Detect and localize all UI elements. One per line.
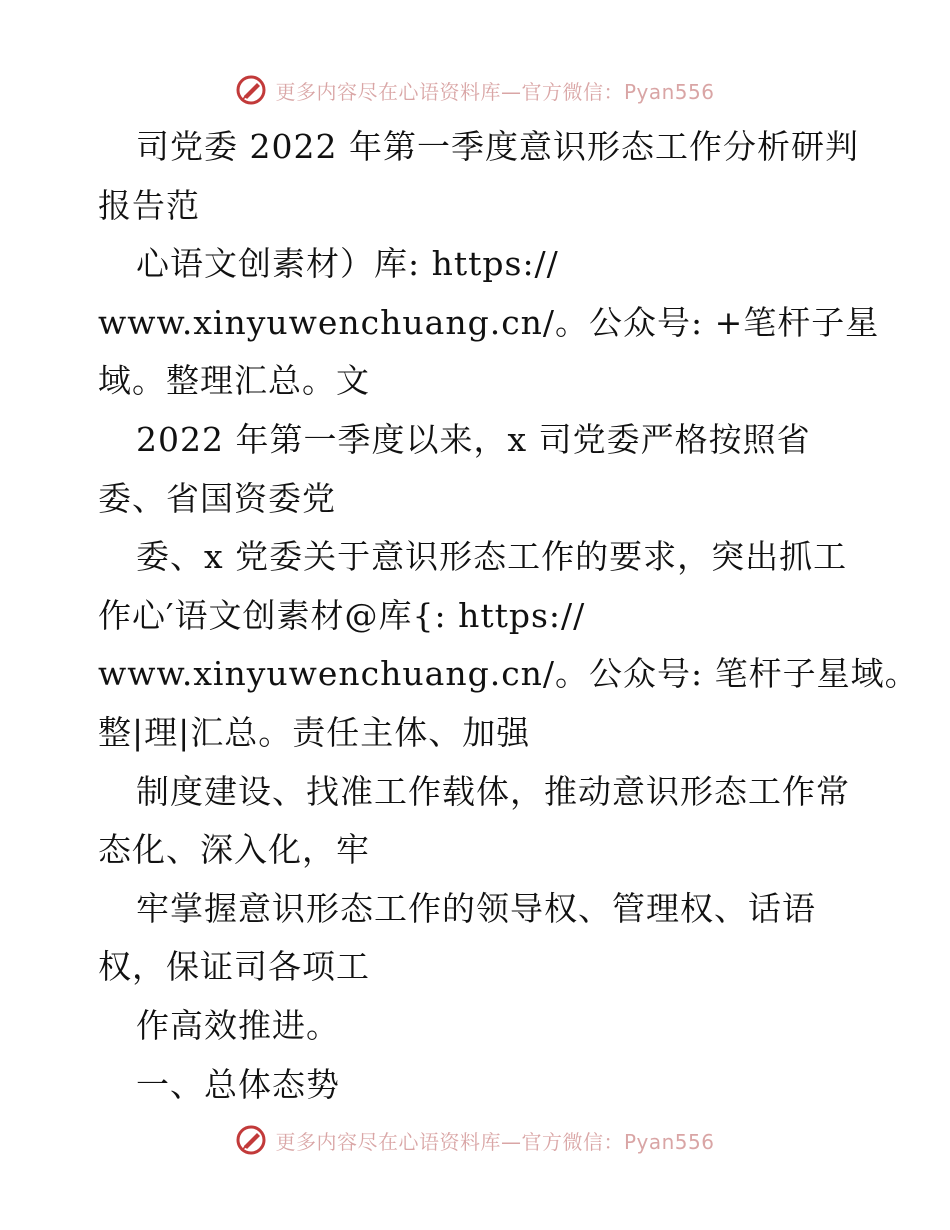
- text-line: 2022 年第一季度以来，x 司党委严格按照省: [136, 419, 811, 459]
- text-line: www.xinyuwenchuang.cn/。公众号: +笔杆子星: [98, 302, 880, 342]
- logo-icon: [235, 1124, 267, 1156]
- text-line: 权，保证司各项工: [98, 947, 370, 987]
- text-line: 心语文创素材）库: https://: [136, 244, 559, 284]
- footer-watermark-text: 更多内容尽在心语资料库—官方微信：Pyan556: [275, 1129, 715, 1154]
- text-line: 域。整理汇总。文: [98, 361, 370, 401]
- text-line: 报告范: [98, 185, 200, 225]
- text-line: 态化、深入化，牢: [98, 830, 370, 870]
- text-line: 作高效推进。: [136, 1005, 340, 1045]
- header-watermark-text: 更多内容尽在心语资料库—官方微信：Pyan556: [275, 79, 715, 104]
- text-line: 作心′语文创素材@库{: https://: [98, 595, 586, 635]
- text-line: 一、总体态势: [136, 1064, 340, 1104]
- text-line: 整|理|汇总。责任主体、加强: [98, 712, 531, 752]
- footer-watermark-banner: [0, 1120, 950, 1160]
- text-line: 牢掌握意识形态工作的领导权、管理权、话语: [136, 888, 816, 928]
- text-line: www.xinyuwenchuang.cn/。公众号: 笔杆子星域。: [98, 654, 919, 694]
- text-line: 司党委 2022 年第一季度意识形态工作分析研判: [136, 127, 859, 166]
- text-line: 委、x 党委关于意识形态工作的要求，突出抓工: [136, 537, 848, 577]
- logo-icon: [235, 74, 267, 106]
- header-watermark-banner: [0, 70, 950, 110]
- text-line: 委、省国资委党: [98, 478, 336, 518]
- text-line: 制度建设、找准工作载体，推动意识形态工作常: [136, 771, 850, 811]
- document-body: [98, 118, 919, 1114]
